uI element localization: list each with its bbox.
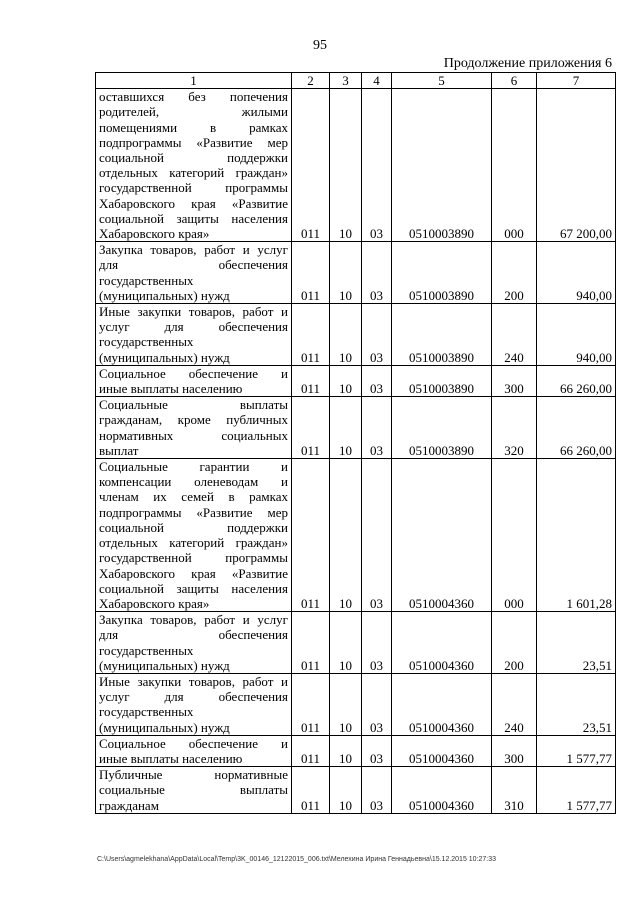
target-article-cell: 0510003890 — [392, 89, 492, 242]
row-name-cell — [96, 242, 292, 304]
row-name-line: услуг для обеспечения — [99, 319, 288, 335]
row-name-line: Закупка товаров, работ и услуг — [99, 612, 288, 628]
amount-cell: 23,51 — [537, 612, 616, 674]
ministry-code-cell: 011 — [292, 397, 330, 459]
subsection-code-cell: 03 — [362, 89, 392, 242]
row-name-line: подпрограммы «Развитие мер — [99, 134, 288, 150]
section-code-cell: 10 — [330, 304, 362, 366]
row-name-line: социальные выплаты — [99, 782, 288, 798]
row-name-line: Хабаровского края» — [99, 226, 210, 242]
row-name-line: гражданам — [99, 797, 159, 813]
budget-table — [95, 72, 616, 814]
row-name-line: членам их семей в рамках — [99, 489, 288, 505]
amount-cell: 1 577,77 — [537, 767, 616, 814]
row-name-line: социальной поддержки — [99, 150, 288, 166]
row-name-cell — [96, 767, 292, 814]
amount-cell: 940,00 — [537, 304, 616, 366]
expense-type-cell: 000 — [492, 459, 537, 612]
ministry-code-cell: 011 — [292, 365, 330, 396]
row-name-line: (муниципальных) нужд — [99, 349, 230, 365]
section-code-cell: 10 — [330, 397, 362, 459]
subsection-code-cell: 03 — [362, 242, 392, 304]
row-name-line: Социальное обеспечение и — [99, 735, 288, 751]
table-row — [96, 459, 616, 612]
row-name-line: государственной программы — [99, 180, 288, 196]
expense-type-cell: 240 — [492, 673, 537, 735]
table-row — [96, 397, 616, 459]
row-name-line: для обеспечения — [99, 257, 288, 273]
row-name-line: государственных — [99, 704, 194, 720]
row-name-line: иные выплаты населению — [99, 381, 243, 397]
section-code-cell: 10 — [330, 365, 362, 396]
ministry-code-cell: 011 — [292, 767, 330, 814]
row-name-line: (муниципальных) нужд — [99, 287, 230, 303]
row-name-line: (муниципальных) нужд — [99, 719, 230, 735]
table-header-row — [96, 73, 616, 89]
row-name-line: государственной программы — [99, 550, 288, 566]
table-row — [96, 767, 616, 814]
amount-cell: 940,00 — [537, 242, 616, 304]
col-header-1: 1 — [96, 73, 292, 89]
target-article-cell: 0510003890 — [392, 365, 492, 396]
row-name-line: оставшихся без попечения — [99, 89, 288, 105]
amount-cell: 67 200,00 — [537, 89, 616, 242]
col-header-2: 2 — [292, 73, 330, 89]
target-article-cell: 0510003890 — [392, 304, 492, 366]
ministry-code-cell: 011 — [292, 735, 330, 766]
row-name-line: Иные закупки товаров, работ и — [99, 304, 288, 320]
row-name-line: Хабаровского края «Развитие — [99, 565, 288, 581]
row-name-line: социальной защиты населения — [99, 210, 288, 226]
row-name-line: социальной поддержки — [99, 519, 288, 535]
table-row — [96, 242, 616, 304]
row-name-cell — [96, 304, 292, 366]
section-code-cell: 10 — [330, 612, 362, 674]
subsection-code-cell: 03 — [362, 365, 392, 396]
ministry-code-cell: 011 — [292, 459, 330, 612]
expense-type-cell: 200 — [492, 242, 537, 304]
target-article-cell: 0510004360 — [392, 612, 492, 674]
continuation-label: Продолжение приложения 6 — [443, 56, 612, 71]
row-name-cell — [96, 89, 292, 242]
row-name-line: (муниципальных) нужд — [99, 657, 230, 673]
row-name-line: отдельных категорий граждан» — [99, 535, 288, 551]
target-article-cell: 0510004360 — [392, 673, 492, 735]
row-name-cell — [96, 673, 292, 735]
row-name-line: Публичные нормативные — [99, 767, 288, 783]
row-name-cell — [96, 365, 292, 396]
col-header-5: 5 — [392, 73, 492, 89]
expense-type-cell: 240 — [492, 304, 537, 366]
ministry-code-cell: 011 — [292, 612, 330, 674]
target-article-cell: 0510003890 — [392, 242, 492, 304]
row-name-cell — [96, 735, 292, 766]
row-name-line: государственных — [99, 642, 194, 658]
col-header-7: 7 — [537, 73, 616, 89]
row-name-line: Закупка товаров, работ и услуг — [99, 242, 288, 258]
subsection-code-cell: 03 — [362, 397, 392, 459]
row-name-line: Иные закупки товаров, работ и — [99, 673, 288, 689]
section-code-cell: 10 — [330, 459, 362, 612]
section-code-cell: 10 — [330, 673, 362, 735]
row-name-line: родителей, жилыми — [99, 104, 288, 120]
target-article-cell: 0510004360 — [392, 735, 492, 766]
row-name-line: иные выплаты населению — [99, 750, 243, 766]
subsection-code-cell: 03 — [362, 735, 392, 766]
row-name-line: социальной защиты населения — [99, 580, 288, 596]
table-row — [96, 735, 616, 766]
expense-type-cell: 300 — [492, 735, 537, 766]
row-name-line: Хабаровского края» — [99, 595, 210, 611]
col-header-6: 6 — [492, 73, 537, 89]
col-header-3: 3 — [330, 73, 362, 89]
row-name-line: отдельных категорий граждан» — [99, 165, 288, 181]
expense-type-cell: 200 — [492, 612, 537, 674]
amount-cell: 66 260,00 — [537, 365, 616, 396]
row-name-line: для обеспечения — [99, 627, 288, 643]
expense-type-cell: 310 — [492, 767, 537, 814]
row-name-line: Социальное обеспечение и — [99, 365, 288, 381]
expense-type-cell: 300 — [492, 365, 537, 396]
row-name-line: помещениями в рамках — [99, 119, 288, 135]
ministry-code-cell: 011 — [292, 242, 330, 304]
amount-cell: 1 577,77 — [537, 735, 616, 766]
table-row — [96, 612, 616, 674]
row-name-line: компенсации оленеводам и — [99, 474, 288, 490]
footer-path: C:\Users\agmelekhana\AppData\Local\Temp\3K_00146_12122015_006.txt\Мелехина Ирина Геннадьевна\15.12.2015 10:27:33 — [97, 856, 497, 863]
section-code-cell: 10 — [330, 735, 362, 766]
target-article-cell: 0510004360 — [392, 767, 492, 814]
ministry-code-cell: 011 — [292, 673, 330, 735]
row-name-line: государственных — [99, 272, 194, 288]
row-name-line: государственных — [99, 334, 194, 350]
subsection-code-cell: 03 — [362, 459, 392, 612]
subsection-code-cell: 03 — [362, 612, 392, 674]
expense-type-cell: 320 — [492, 397, 537, 459]
amount-cell: 23,51 — [537, 673, 616, 735]
table-row — [96, 673, 616, 735]
page-number: 95 — [313, 38, 327, 53]
subsection-code-cell: 03 — [362, 673, 392, 735]
ministry-code-cell: 011 — [292, 89, 330, 242]
amount-cell: 66 260,00 — [537, 397, 616, 459]
ministry-code-cell: 011 — [292, 304, 330, 366]
expense-type-cell: 000 — [492, 89, 537, 242]
table-row — [96, 304, 616, 366]
section-code-cell: 10 — [330, 242, 362, 304]
row-name-line: Хабаровского края «Развитие — [99, 195, 288, 211]
subsection-code-cell: 03 — [362, 304, 392, 366]
target-article-cell: 0510003890 — [392, 397, 492, 459]
col-header-4: 4 — [362, 73, 392, 89]
row-name-line: подпрограммы «Развитие мер — [99, 504, 288, 520]
table-row — [96, 365, 616, 396]
target-article-cell: 0510004360 — [392, 459, 492, 612]
amount-cell: 1 601,28 — [537, 459, 616, 612]
row-name-line: услуг для обеспечения — [99, 689, 288, 705]
row-name-line: гражданам, кроме публичных — [99, 412, 288, 428]
row-name-cell — [96, 612, 292, 674]
table-row — [96, 89, 616, 242]
row-name-cell — [96, 397, 292, 459]
row-name-line: нормативных социальных — [99, 427, 288, 443]
subsection-code-cell: 03 — [362, 767, 392, 814]
row-name-line: Социальные гарантии и — [99, 459, 288, 475]
section-code-cell: 10 — [330, 767, 362, 814]
row-name-line: Социальные выплаты — [99, 397, 288, 413]
row-name-cell — [96, 459, 292, 612]
section-code-cell: 10 — [330, 89, 362, 242]
row-name-line: выплат — [99, 442, 139, 458]
